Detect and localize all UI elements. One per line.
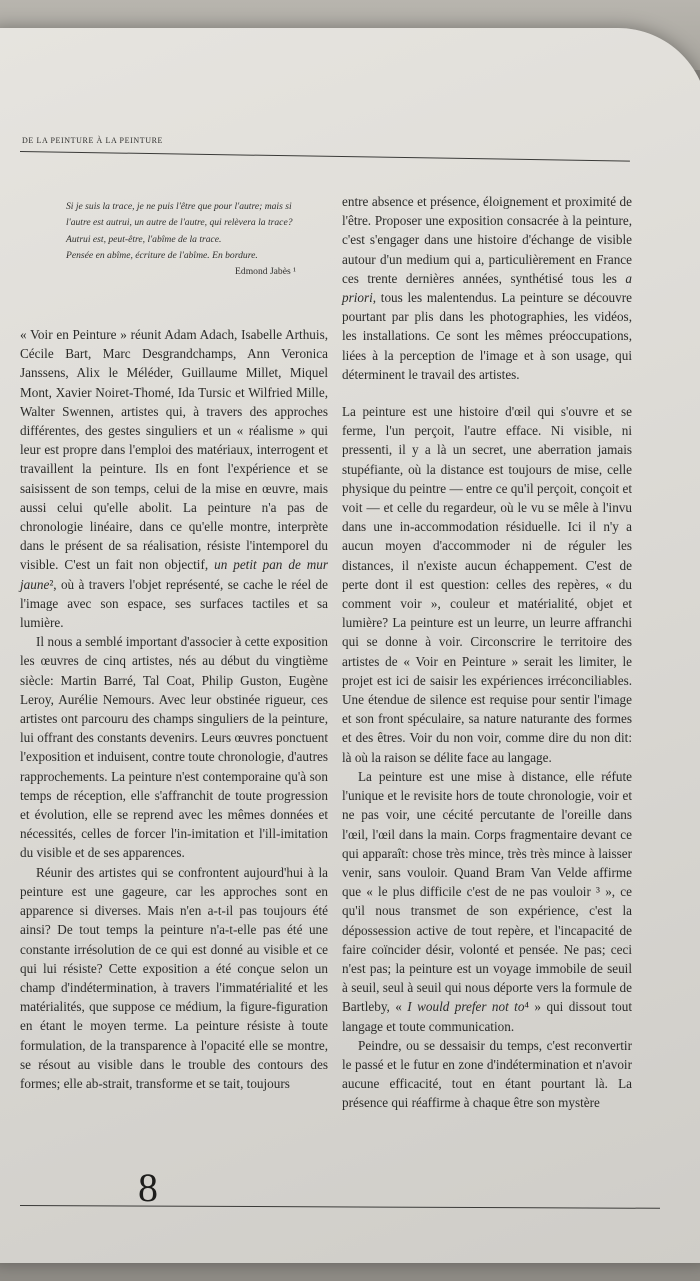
emphasis: a priori — [342, 270, 632, 306]
emphasis: un petit pan de mur jaune — [20, 557, 328, 592]
paragraph: Il nous a semblé important d'associer à cette exposition les œuvres de cinq artistes, nés au début du vingtième siècle: Martin Barré, Tal Coat, Philip Guston, Eugène Leroy, Aurélie Nemours. Avec leur obstinée rigueur, ces artistes ont parcouru des champs singuliers de la peinture, lui offrant des constants devenirs. Leurs œuvres ponctuent l'exposition et induisent, contre toute chronologie, d'autres rapprochements. La peinture n'est contemporaine qu'à son temps de réception, elle s'affranchit de toute progression et évolution, elle se reprend avec les mêmes données et nécessités, celles de forcer l'in-imitation et l'ill-imitation du visible et de ses apparences. — [20, 634, 328, 861]
paragraph: Réunir des artistes qui se confrontent aujourd'hui à la peinture est une gageure, car les approches sont en apparence si diverses. Mais n'en a-t-il pas toujours été ainsi? De tout temps la peinture n'a-t-elle pas été une constante irrésolution de ce qui est donné au visible et ce qui lui résiste? Cette exposition a été conçue selon un champ d'indétermination, à travers l'immatérialité et les matérialités, que suppose ce médium, la figure-figuration en étant le moyen terme. La peinture résiste à toute formulation, de la transparence à l'opacité elle se montre, se résout au visible dans le trouble des contours des formes; elle ab-strait, transforme et se tait, toujours — [20, 864, 328, 1091]
paragraph: La peinture est une mise à distance, elle réfute l'unique et le revisite hors de toute chronologie, voir et ne pas voir, une cécité percutante de l'oreille dans l'œil, l'œil dans la main. Corps fragmentaire devant ce qui apparaît: chose très mince, très très mince à laisser venir, sans vouloir. Quand Bram Van Velde affirme que « le plus difficile c'est de ne pas vouloir ³ », ce qu'il nous transmet de son expérience, c'est la dépossession active de tout repère, et l'incapacité de faire coïncider désir, volonté et pensée. Ne pas; ceci n'est pas; la peinture est un voyage immobile de seuil à seuil, seul à seuil qui nous déporte vers la formule de Bartleby, « I would prefer not to⁴ » qui dissout tout langage et toute communication. — [342, 768, 633, 1034]
epigraph — [66, 199, 316, 280]
running-header: DE LA PEINTURE À LA PEINTURE — [22, 136, 164, 145]
paragraph: entre absence et présence, éloignement et proximité de l'être. Proposer une exposition consacrée à la peinture, c'est s'engager dans une histoire d'échange de visible autour d'un medium qui a, particulièrement en France ces trente dernières années, synthétisé tous les a priori, tous les malentendus. La peinture se découvre pourtant par plis dans les photographies, les vidéos, les installations. Ce sont les mêmes préoccupations, liées à la perception de l'image et à son usage, qui déterminent le travail des artistes. — [342, 194, 632, 382]
page-number: 8 — [138, 1165, 158, 1210]
epigraph-author: Edmond Jabès ¹ — [235, 266, 296, 278]
emphasis: I would prefer not to — [407, 999, 525, 1015]
paragraph: Peindre, ou se dessaisir du temps, c'est reconvertir le passé et le futur en zone d'indétermination et n'avoir aucune efficacité, tout en étant pourtant là. La présence qui réaffirme à chaque être son mystère — [342, 1037, 632, 1111]
right-column — [342, 192, 632, 1113]
paragraph: La peinture est une histoire d'œil qui s'ouvre et se ferme, l'un perçoit, l'autre efface. Ni visible, ni pressenti, il y a là un secret, une aberration jamais stupéfiante, où la distance est toujours de mise, celle physique du peintre — entre ce qu'il perçoit, conçoit et voit — et celle du regardeur, où le vu se mêle à l'invu dans une in-accommodation résiduelle. Ici il n'y a aucun moyen d'accommoder ni de réguler les distances, il n'existe aucun échappement. C'est de perte dont il est question: celles des repères, « du comment voir », couleur et matérialité, objet et lumière? La peinture est un leurre, un leurre affranchi qui se donne à voir. Circonscrire le territoire des artistes de « Voir en Peinture » serait les limiter, le projet est ici de saisir les expériences irréconciliables. Une étendue de silence est requise pour sentir l'image et son front spéculaire, sa nature naturante des formes et des êtres. Voir du non voir, comme dire du non dit: là où la raison se délite face au langage. — [342, 404, 632, 765]
epigraph-quote: Si je suis la trace, je ne puis l'être que pour l'autre; mais si l'autre est autrui, un autre de l'autre, qui relèvera la trace? Autrui est, peut-être, l'abîme de la trace. — [66, 201, 293, 245]
left-column — [20, 325, 328, 1093]
paragraph: « Voir en Peinture » réunit Adam Adach, Isabelle Arthuis, Cécile Bart, Marc Desgrandchamps, Ann Veronica Janssens, Alix le Méléder, Guillaume Millet, Miquel Mont, Xavier Noiret-Thomé, Ida Tursic et Wilfried Mille, Walter Swennen, artistes qui, à travers des approches différentes, des gestes singuliers et un « réalisme » qui leur est propre dans l'emploi des matériaux, interrogent et travaillent la peinture. Ils en font l'expérience et se saisissent de son temps, celui de la mise en œuvre, mais aussi celui qu'elle abolit. La peinture n'a pas de chronologie linéaire, dans ce qu'elle montre, interprète dans le présent de sa réalisation, résiste l'intemporel du visible. C'est un fait non objectif, un petit pan de mur jaune², où à travers l'objet représenté, se cache le réel de l'image avec son espace, ses surfaces tactiles et sa lumière. — [20, 327, 328, 631]
epigraph-source-title: Pensée en abîme, écriture de l'abîme. En bordure. — [66, 249, 258, 261]
